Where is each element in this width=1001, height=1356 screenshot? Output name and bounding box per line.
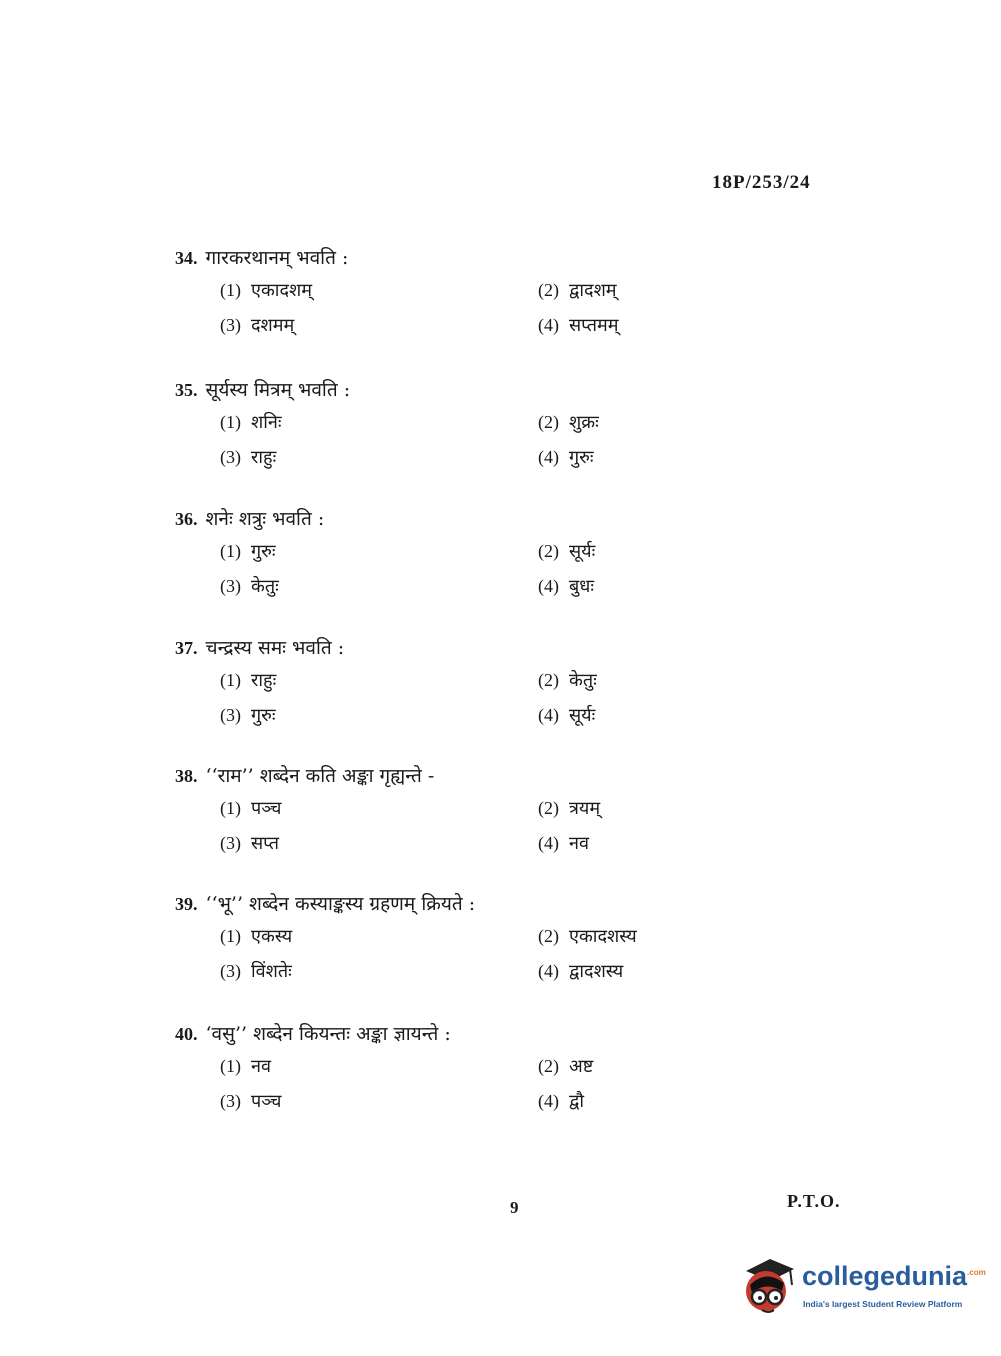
answer-option [538,574,738,601]
answer-option [220,410,538,437]
answer-option [220,1054,538,1081]
answer-option [538,703,738,730]
question-number: 36. [175,509,198,529]
option-text: सूर्यः [569,705,596,726]
option-number: (4) [538,576,559,596]
option-number: (2) [538,280,559,300]
question-block [175,890,695,986]
option-number: (1) [220,926,241,946]
answer-option [538,445,738,472]
answer-option [220,574,538,601]
option-number: (4) [538,833,559,853]
question-block [175,244,695,340]
option-text: पञ्च [251,798,282,819]
option-number: (3) [220,1091,241,1111]
option-text: राहुः [251,670,277,691]
option-number: (3) [220,447,241,467]
answer-option [220,959,538,986]
question-text: ‘‘राम’’ शब्देन कति अङ्का गृह्यन्ते - [205,765,435,787]
collegedunia-logo [740,1255,986,1325]
option-number: (4) [538,315,559,335]
answer-option [538,539,738,566]
answer-option [538,924,738,951]
option-text: सप्त [251,833,279,854]
question-block [175,1020,695,1116]
page-number: 9 [510,1198,519,1217]
answer-option [538,410,738,437]
answer-option [538,959,738,986]
option-text: गुरुः [569,447,594,468]
question-text: गारकरथानम् भवति : [205,247,349,269]
option-text: गुरुः [251,705,276,726]
option-text: एकस्य [251,926,293,947]
answer-option [538,831,738,858]
option-number: (4) [538,961,559,981]
option-number: (1) [220,280,241,300]
option-text: बुधः [569,576,594,597]
answer-option [538,1089,738,1116]
answer-option [220,539,538,566]
option-text: शनिः [251,412,282,433]
question-block [175,376,695,472]
option-text: पञ्च [251,1091,282,1112]
options-grid [220,539,695,601]
question-number: 39. [175,894,198,914]
option-text: द्वादशम् [569,280,617,301]
options-grid [220,1054,695,1116]
option-number: (2) [538,1056,559,1076]
question-text: चन्द्रस्य समः भवति : [205,637,345,659]
answer-option [220,1089,538,1116]
option-text: एकादशम् [251,280,313,301]
answer-option [538,796,738,823]
logo-suffix: .com [967,1268,986,1277]
option-text: द्वादशस्य [569,961,624,982]
question-number: 38. [175,766,198,786]
answer-option [220,278,538,305]
answer-option [220,445,538,472]
question-number: 34. [175,248,198,268]
option-text: दशमम् [251,315,295,336]
option-text: सप्तमम् [569,315,619,336]
option-text: विंशतेः [251,961,292,982]
answer-option [220,703,538,730]
question-block [175,634,695,730]
option-number: (4) [538,1091,559,1111]
answer-option [538,1054,738,1081]
option-text: एकादशस्य [569,926,637,947]
option-number: (1) [220,1056,241,1076]
question-text: शनेः शत्रुः भवति : [205,508,325,530]
option-text: द्वौ [569,1091,585,1112]
option-text: केतुः [569,670,597,691]
option-text: नव [569,833,589,854]
question-text: ‘‘भू’’ शब्देन कस्याङ्कस्य ग्रहणम् क्रियते : [205,893,476,915]
option-text: शुक्रः [569,412,599,433]
answer-option [220,668,538,695]
options-grid [220,668,695,730]
option-text: अष्ट [569,1056,594,1077]
question-text: ‘वसु’’ शब्देन कियन्तः अङ्का ज्ञायन्ते : [205,1023,451,1045]
answer-option [220,313,538,340]
option-number: (2) [538,412,559,432]
question-number: 35. [175,380,198,400]
logo-tagline: India's largest Student Review Platform [803,1299,963,1309]
option-text: त्रयम् [569,798,601,819]
answer-option [220,924,538,951]
question-block [175,762,695,858]
option-number: (1) [220,412,241,432]
option-number: (1) [220,541,241,561]
option-text: राहुः [251,447,277,468]
answer-option [220,796,538,823]
option-number: (3) [220,961,241,981]
option-number: (1) [220,798,241,818]
paper-code: 18P/253/24 [712,172,811,193]
options-grid [220,278,695,340]
option-number: (2) [538,926,559,946]
question-number: 40. [175,1024,198,1044]
option-text: नव [251,1056,271,1077]
question-number: 37. [175,638,198,658]
option-number: (2) [538,798,559,818]
option-number: (4) [538,447,559,467]
options-grid [220,410,695,472]
logo-wordmark: collegedunia [802,1261,968,1291]
options-grid [220,796,695,858]
option-number: (2) [538,670,559,690]
answer-option [538,668,738,695]
option-number: (4) [538,705,559,725]
option-number: (3) [220,705,241,725]
option-number: (3) [220,576,241,596]
option-number: (3) [220,315,241,335]
option-text: गुरुः [251,541,276,562]
option-text: सूर्यः [569,541,596,562]
question-text: सूर्यस्य मित्रम् भवति : [205,379,351,401]
option-number: (3) [220,833,241,853]
options-grid [220,924,695,986]
answer-option [538,313,738,340]
pto-label: P.T.O. [787,1191,841,1211]
question-block [175,505,695,601]
option-number: (2) [538,541,559,561]
mascot-icon [740,1255,802,1319]
answer-option [220,831,538,858]
option-text: केतुः [251,576,279,597]
option-number: (1) [220,670,241,690]
answer-option [538,278,738,305]
